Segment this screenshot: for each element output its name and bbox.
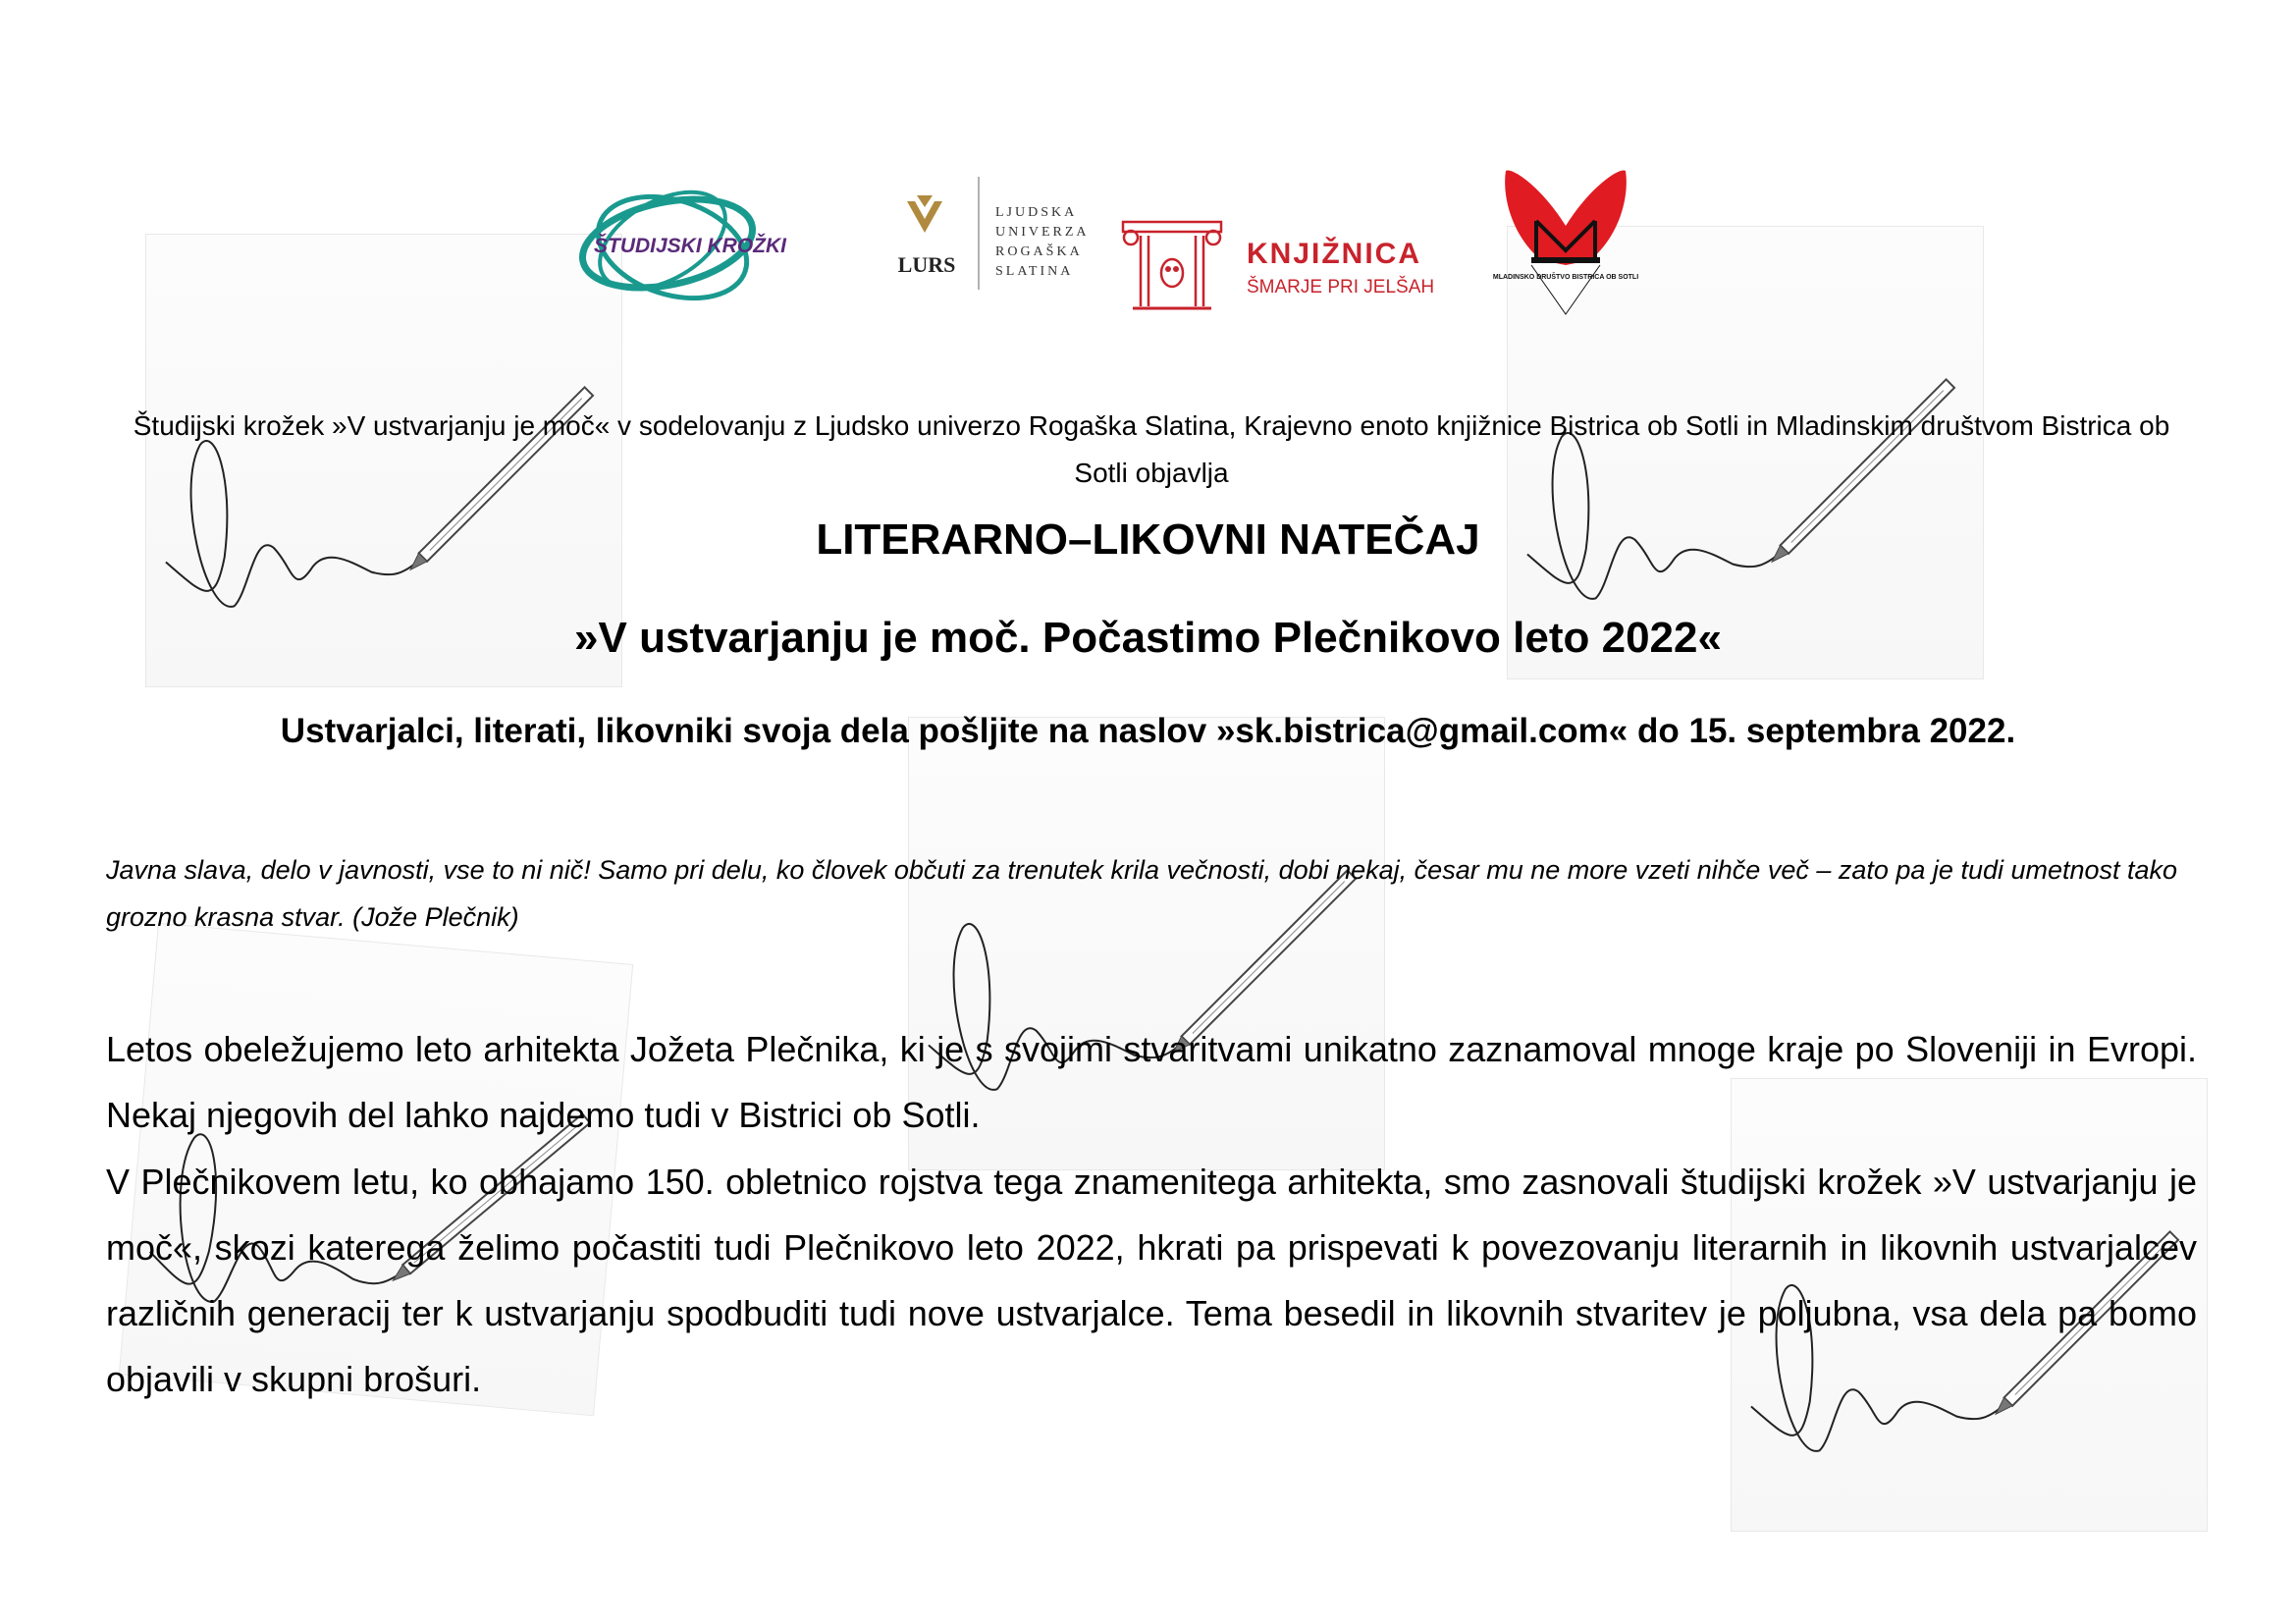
studijski-krozki-logo xyxy=(574,187,790,304)
page-subtitle: »V ustvarjanju je moč. Počastimo Plečnikovo leto 2022« xyxy=(574,614,1722,662)
lurs-line-text: ROGAŠKA xyxy=(995,244,1083,259)
page-title: LITERARNO–LIKOVNI NATEČAJ xyxy=(816,515,1480,564)
lurs-mark-text: LURS xyxy=(897,252,956,277)
mladinsko-drustvo-logo xyxy=(1492,167,1639,329)
knjiznica-name-text: KNJIŽNICA xyxy=(1247,238,1422,270)
knjiznica-place-text: ŠMARJE PRI JELŠAH xyxy=(1247,277,1435,298)
lurs-emblem-icon xyxy=(895,172,1096,295)
teal-swirl-icon xyxy=(574,187,790,304)
plecnik-quote: Javna slava, delo v javnosti, vse to ni nič! Samo pri delu, ko človek občuti za trenutek krila večnosti, dobi nekaj, česar mu ne more vzeti nihče več – zato pa je tudi umetnost tako grozno krasna stvar. (Jože Plečnik) xyxy=(106,855,2178,932)
logo-row xyxy=(0,167,2296,334)
lurs-line-text: SLATINA xyxy=(995,264,1074,279)
lurs-line-text: LJUDSKA xyxy=(995,205,1078,220)
body-paragraph: Letos obeležujemo leto arhitekta Jožeta Plečnika, ki je s svojimi stvaritvami unikatno zaznamoval mnoge kraje po Sloveniji in Evropi. Nekaj njegovih del lahko najdemo tudi v Bistrici ob Sotli. xyxy=(106,1029,2197,1135)
red-butterfly-emblem-icon xyxy=(1492,167,1639,329)
body-paragraph: V Plečnikovem letu, ko obhajamo 150. obletnico rojstva tega znamenitega arhitekta, smo zasnovali študijski krožek »V ustvarjanju je moč«, skozi katerega želimo počastiti tudi Plečnikovo leto 2022, hkrati pa prispevati k povezovanju literarnih in likovnih ustvarjalcev različnih generacij ter k ustvarjanju spodbuditi tudi nove ustvarjalce. Tema besedil in likovnih stvaritev je poljubna, vsa dela pa bomo objavili v skupni brošuri. xyxy=(106,1162,2197,1399)
column-emblem-icon xyxy=(1119,216,1443,314)
knjiznica-logo xyxy=(1119,216,1443,314)
intro-text: Študijski krožek »V ustvarjanju je moč« v sodelovanju z Ljudsko univerzo Rogaška Slatina, Krajevno enoto knjižnice Bistrica ob Sotli in Mladinskim društvom Bistrica ob Sotli objavlja xyxy=(133,410,2170,488)
studijski-krozki-text: ŠTUDIJSKI KROŽKI xyxy=(593,235,787,257)
lurs-line-text: UNIVERZA xyxy=(995,225,1090,240)
submission-deadline: Ustvarjalci, literati, likovniki svoja dela pošljite na naslov »sk.bistrica@gmail.com« do 15. septembra 2022. xyxy=(280,712,2016,750)
mladinsko-ring-text: MLADINSKO DRUŠTVO BISTRICA OB SOTLI xyxy=(1492,274,1639,281)
lurs-logo xyxy=(895,172,1096,295)
